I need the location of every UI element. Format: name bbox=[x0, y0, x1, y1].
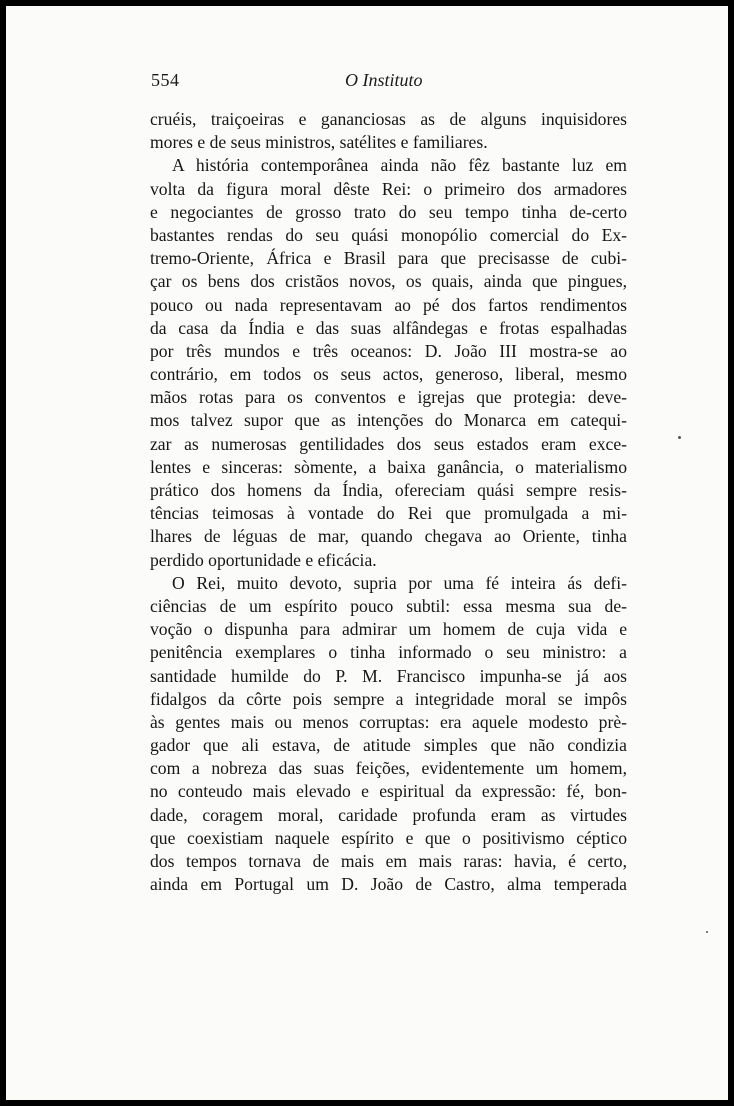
paper-speck bbox=[678, 436, 681, 439]
text-line: que coexistiam naquele espírito e que o positivismo céptico bbox=[150, 827, 627, 848]
text-line: bastantes rendas do seu quási monopólio comercial do Ex- bbox=[150, 224, 627, 245]
text-line: pouco ou nada representavam ao pé dos fartos rendimentos bbox=[150, 294, 627, 315]
text-line: perdido oportunidade e eficácia. bbox=[150, 549, 377, 570]
text-line: çar os bens dos cristãos novos, os quais, ainda que pingues, bbox=[150, 271, 627, 292]
text-line: penitência exemplares o tinha informado o seu ministro: a bbox=[150, 642, 627, 663]
text-line: ainda em Portugal um D. João de Castro, alma temperada bbox=[150, 874, 627, 895]
text-line: contrário, em todos os seus actos, generoso, liberal, mesmo bbox=[150, 364, 627, 385]
text-line: mores e de seus ministros, satélites e familiares. bbox=[150, 132, 488, 153]
text-line: mos talvez supor que as intenções do Monarca em catequi- bbox=[150, 410, 627, 431]
text-line: mãos rotas para os conventos e igrejas que protegia: deve- bbox=[150, 387, 627, 408]
text-line: com a nobreza das suas feições, evidentemente um homem, bbox=[150, 758, 627, 779]
text-line: tremo-Oriente, África e Brasil para que precisasse de cubi- bbox=[150, 248, 627, 269]
text-line: às gentes mais ou menos corruptas: era aquele modesto prè- bbox=[150, 711, 627, 732]
page-header bbox=[6, 70, 728, 98]
text-line: da casa da Índia e das suas alfândegas e frotas espalhadas bbox=[150, 317, 627, 338]
text-line: tências teimosas à vontade do Rei que promulgada a mi- bbox=[150, 503, 627, 524]
text-line: lentes e sinceras: sòmente, a baixa ganância, o materialismo bbox=[150, 456, 627, 477]
text-line: prático dos homens da Índia, ofereciam quási sempre resis- bbox=[150, 480, 627, 500]
text-line: dos tempos tornava de mais em mais raras: havia, é certo, bbox=[150, 851, 627, 871]
text-line: lhares de léguas de mar, quando chegava ao Oriente, tinha bbox=[150, 526, 627, 547]
text-line: no conteudo mais elevado e espiritual da expressão: fé, bon- bbox=[150, 781, 627, 802]
text-line: gador que ali estava, de atitude simples que não condizia bbox=[150, 735, 627, 756]
text-line: santidade humilde do P. M. Francisco impunha-se já aos bbox=[150, 665, 627, 686]
text-line: cruéis, traiçoeiras e gananciosas as de alguns inquisidores bbox=[150, 109, 627, 129]
text-line: dade, coragem moral, caridade profunda eram as virtudes bbox=[150, 804, 627, 825]
book-page bbox=[6, 6, 728, 1100]
paragraph-first-line: A história contemporânea ainda não fêz bastante luz em bbox=[172, 155, 627, 176]
running-title: O Instituto bbox=[345, 70, 423, 90]
text-line: volta da figura moral dêste Rei: o primeiro dos armadores bbox=[150, 178, 627, 199]
text-line: ciências de um espírito pouco subtil: essa mesma sua de- bbox=[150, 595, 627, 616]
text-line: por três mundos e três oceanos: D. João III mostra-se ao bbox=[150, 340, 627, 361]
text-line: e negociantes de grosso trato do seu tempo tinha de-certo bbox=[150, 201, 627, 222]
text-line: fidalgos da côrte pois sempre a integridade moral se impôs bbox=[150, 688, 627, 709]
text-line: voção o dispunha para admirar um homem de cuja vida e bbox=[150, 619, 627, 640]
page-number: 554 bbox=[151, 70, 180, 90]
text-line: zar as numerosas gentilidades dos seus estados eram exce- bbox=[150, 433, 627, 454]
paragraph-first-line: O Rei, muito devoto, supria por uma fé inteira ás defi- bbox=[172, 572, 627, 593]
paper-speck bbox=[706, 931, 708, 933]
body-text bbox=[150, 108, 627, 896]
